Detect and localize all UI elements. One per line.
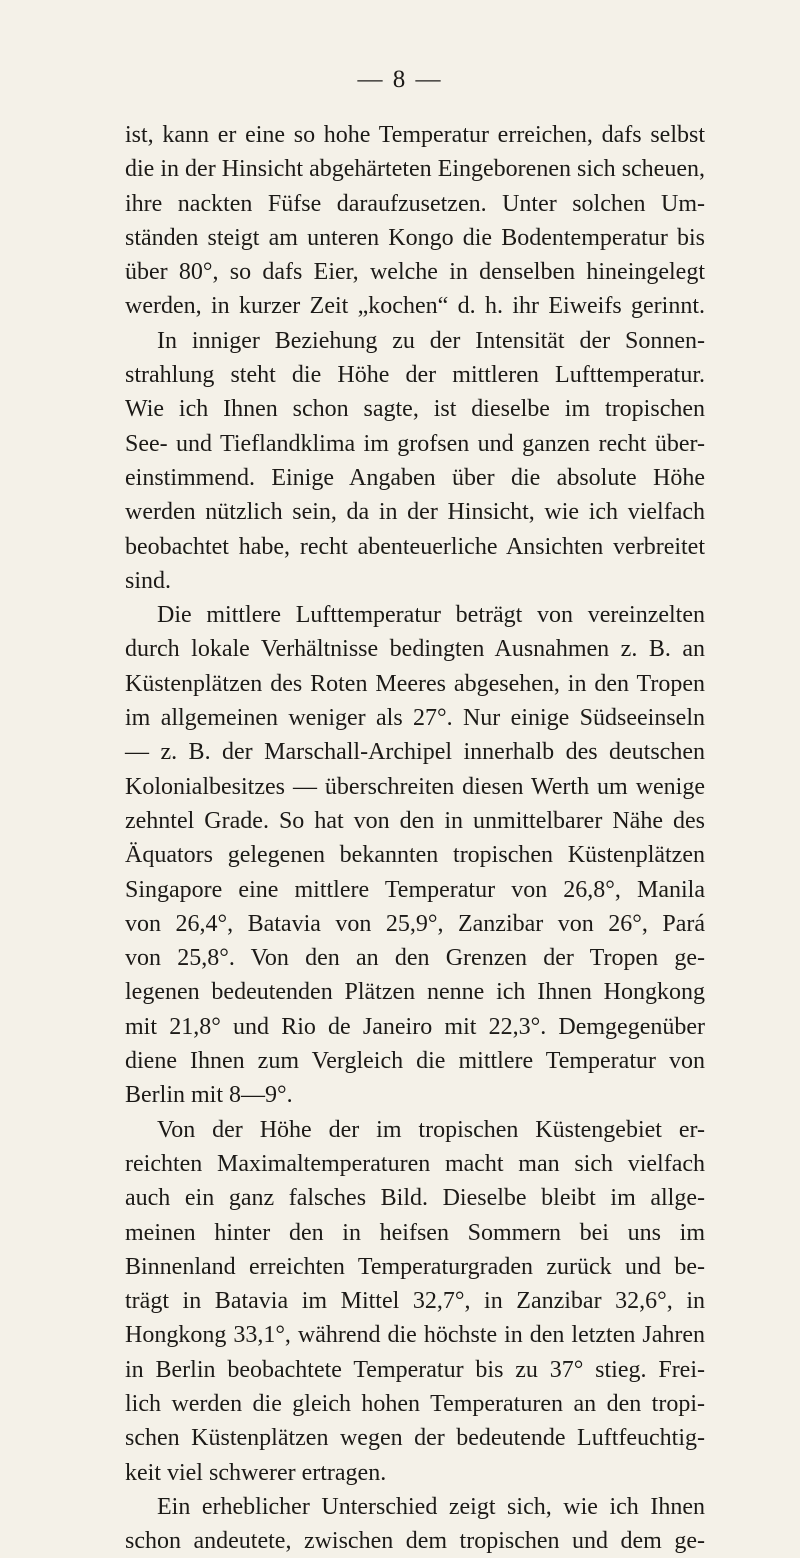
text-line: Von der Höhe der im tropischen Küstengebiet er- [157, 1116, 705, 1143]
text-line: ständen steigt am unteren Kongo die Bodentemperatur bis [125, 224, 705, 251]
text-line: mit 21,8° und Rio de Janeiro mit 22,3°. Demgegenüber [125, 1013, 705, 1040]
text-line: Äquators gelegenen bekannten tropischen Küstenplätzen [125, 842, 705, 869]
text-line: Berlin mit 8—9°. [125, 1082, 293, 1109]
text-line: ist, kann er eine so hohe Temperatur erreichen, dafs selbst [125, 122, 705, 148]
text-line: keit viel schwerer ertragen. [125, 1459, 387, 1486]
text-line: — z. B. der Marschall-Archipel innerhalb des deutschen [125, 739, 705, 766]
text-line: schon andeutete, zwischen dem tropischen und dem ge- [125, 1528, 705, 1555]
text-line: Binnenland erreichten Temperaturgraden zurück und be- [125, 1253, 705, 1280]
text-line: im allgemeinen weniger als 27°. Nur einige Südseeinseln [125, 705, 705, 732]
text-line: Singapore eine mittlere Temperatur von 26,8°, Manila [125, 876, 705, 903]
text-line: Küstenplätzen des Roten Meeres abgesehen, in den Tropen [125, 670, 705, 697]
text-line: schen Küstenplätzen wegen der bedeutende Luftfeuchtig- [125, 1425, 705, 1452]
text-line: Die mittlere Lufttemperatur beträgt von vereinzelten [157, 602, 705, 629]
text-line: von 26,4°, Batavia von 25,9°, Zanzibar von 26°, Pará [125, 910, 705, 937]
text-line: ihre nackten Füfse daraufzusetzen. Unter solchen Um- [125, 190, 705, 217]
text-line: trägt in Batavia im Mittel 32,7°, in Zanzibar 32,6°, in [125, 1288, 705, 1315]
text-line: In inniger Beziehung zu der Intensität der Sonnen- [157, 327, 705, 354]
text-line: werden nützlich sein, da in der Hinsicht, wie ich vielfach [125, 499, 705, 526]
text-line: zehntel Grade. So hat von den in unmittelbarer Nähe des [125, 807, 705, 834]
text-line: Hongkong 33,1°, während die höchste in den letzten Jahren [125, 1322, 705, 1349]
text-line: die in der Hinsicht abgehärteten Eingeborenen sich scheuen, [125, 156, 705, 183]
text-line: durch lokale Verhältnisse bedingten Ausnahmen z. B. an [125, 636, 705, 663]
text-line: meinen hinter den in heifsen Sommern bei uns im [125, 1219, 705, 1246]
text-line: Ein erheblicher Unterschied zeigt sich, wie ich Ihnen [157, 1493, 705, 1520]
text-line: sind. [125, 567, 172, 594]
text-line: von 25,8°. Von den an den Grenzen der Tropen ge- [125, 945, 705, 972]
text-line: über 80°, so dafs Eier, welche in denselben hineingelegt [125, 259, 705, 286]
text-line: in Berlin beobachtete Temperatur bis zu 37° stieg. Frei- [125, 1356, 705, 1383]
body-text [125, 118, 705, 1558]
text-line: reichten Maximaltemperaturen macht man sich vielfach [125, 1150, 705, 1177]
text-line: auch ein ganz falsches Bild. Dieselbe bleibt im allge- [125, 1185, 705, 1212]
text-line: Wie ich Ihnen schon sagte, ist dieselbe im tropischen [125, 396, 705, 423]
text-line: See- und Tieflandklima im grofsen und ganzen recht über- [125, 430, 705, 457]
text-line: lich werden die gleich hohen Temperaturen an den tropi- [125, 1390, 705, 1417]
text-line: legenen bedeutenden Plätzen nenne ich Ihnen Hongkong [125, 979, 705, 1006]
text-line: werden, in kurzer Zeit „kochen“ d. h. ihr Eiweifs gerinnt. [125, 293, 705, 320]
text-line: Kolonialbesitzes — überschreiten diesen Werth um wenige [125, 773, 705, 800]
text-line: beobachtet habe, recht abenteuerliche Ansichten verbreitet [125, 533, 705, 560]
text-line: strahlung steht die Höhe der mittleren Lufttemperatur. [125, 362, 705, 389]
page-number: — 8 — [357, 66, 443, 93]
text-line: diene Ihnen zum Vergleich die mittlere Temperatur von [125, 1048, 705, 1075]
text-line: einstimmend. Einige Angaben über die absolute Höhe [125, 464, 705, 491]
